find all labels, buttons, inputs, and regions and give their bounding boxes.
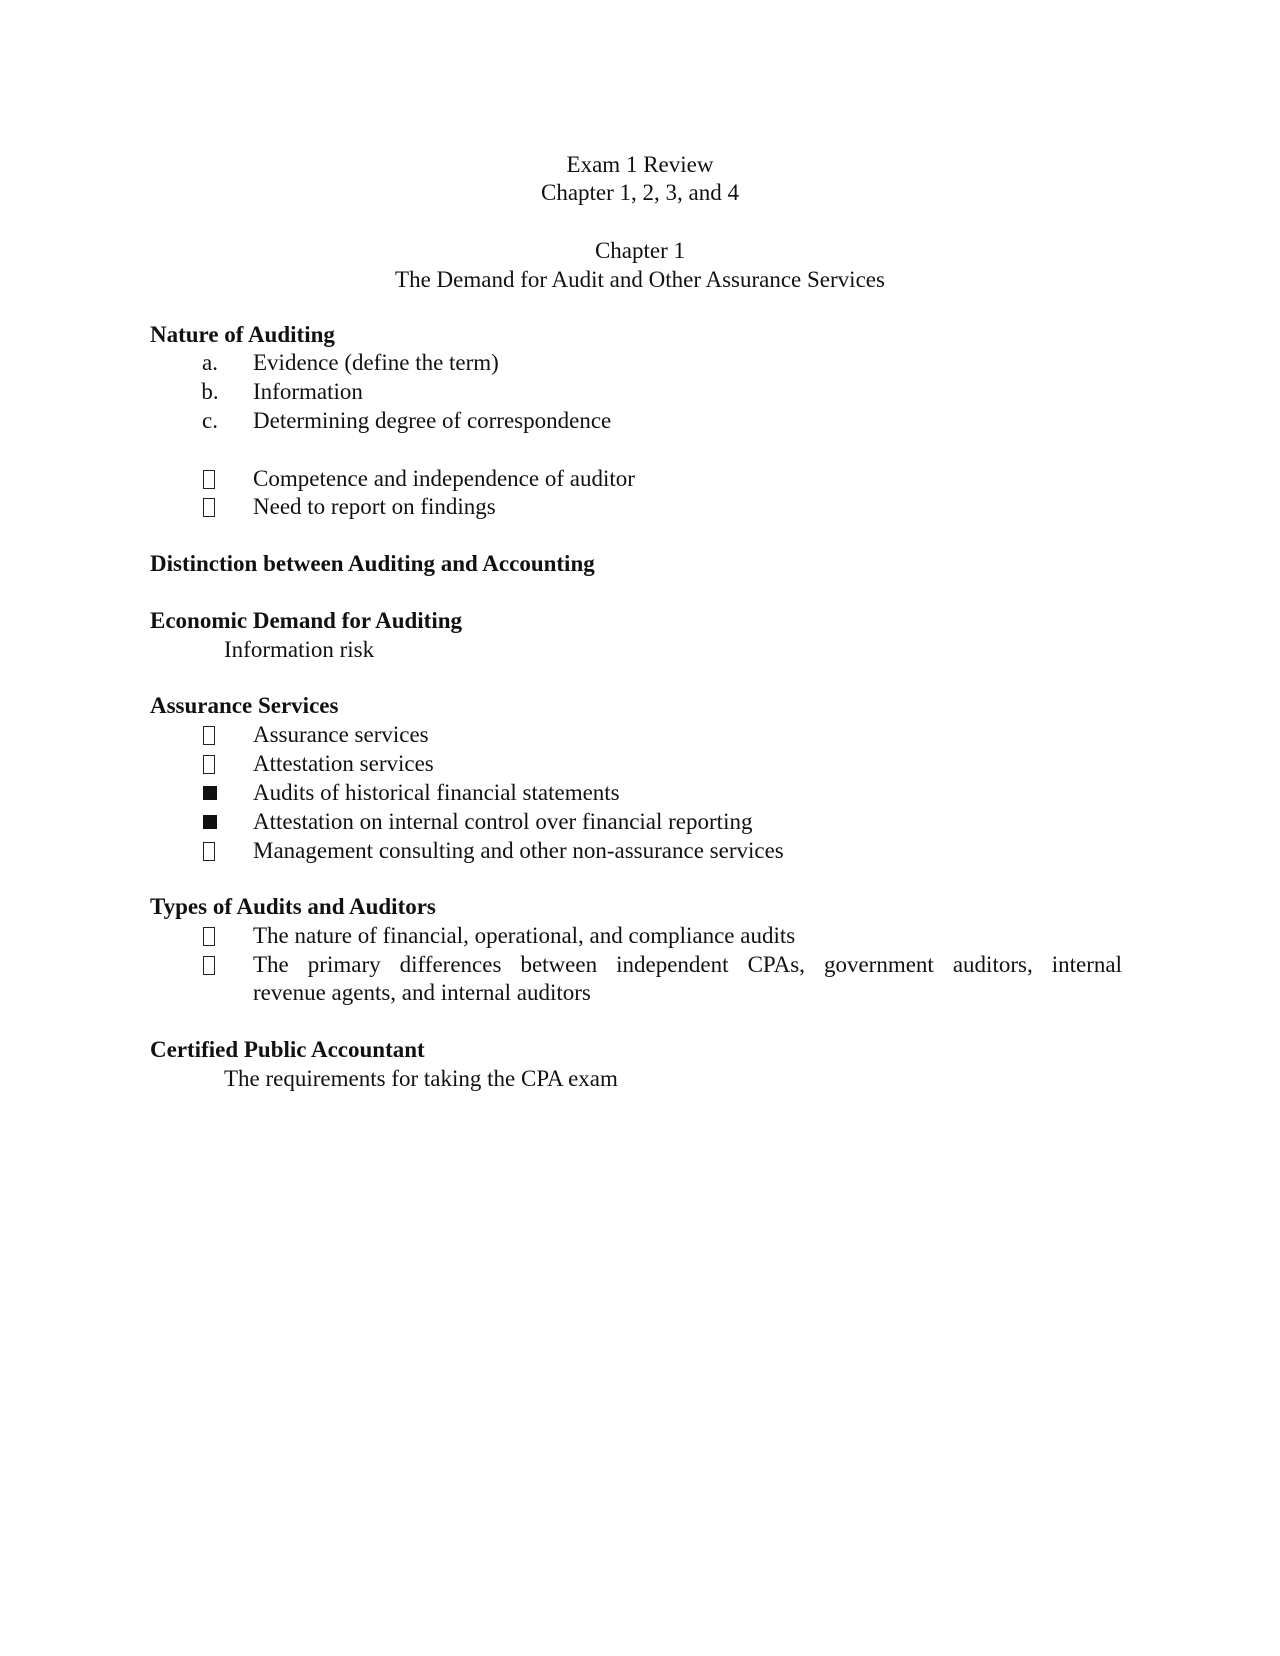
list-item-audit-nature: The nature of financial, operational, and compliance audits xyxy=(253,923,796,948)
cpa-text: The requirements for taking the CPA exam xyxy=(224,1066,618,1091)
list-item-evidence: Evidence (define the term) xyxy=(253,350,499,375)
bullet-box-icon xyxy=(203,842,215,861)
list-marker-b: b. xyxy=(201,379,219,404)
list-item-information: Information xyxy=(253,379,363,404)
heading-distinction: Distinction between Auditing and Accounting xyxy=(150,551,595,576)
bullet-box-icon xyxy=(203,726,215,745)
list-item-report-findings: Need to report on findings xyxy=(253,494,496,519)
heading-cpa: Certified Public Accountant xyxy=(150,1037,425,1062)
bullet-box-icon xyxy=(203,470,215,489)
list-item-correspondence: Determining degree of correspondence xyxy=(253,408,612,433)
bullet-box-icon xyxy=(203,956,215,975)
bullet-square-icon xyxy=(203,786,217,800)
list-marker-c: c. xyxy=(202,408,218,433)
bullet-box-icon xyxy=(203,927,215,946)
bullet-box-icon xyxy=(203,755,215,774)
heading-economic-demand: Economic Demand for Auditing xyxy=(150,608,463,633)
list-item-attestation-services: Attestation services xyxy=(253,751,434,776)
list-item-consulting: Management consulting and other non-assurance services xyxy=(253,838,784,863)
bullet-square-icon xyxy=(203,815,217,829)
heading-assurance-services: Assurance Services xyxy=(150,693,339,718)
list-item-historical-audits: Audits of historical financial statements xyxy=(253,780,620,805)
list-marker-a: a. xyxy=(202,350,218,375)
economic-demand-text: Information risk xyxy=(224,637,375,662)
bullet-box-icon xyxy=(203,498,215,517)
heading-types-of-audits: Types of Audits and Auditors xyxy=(150,894,436,919)
list-item-assurance-services: Assurance services xyxy=(253,722,429,747)
list-item-auditor-differences: The primary differences between independent CPAs, government auditors, internal xyxy=(253,952,1122,977)
list-item-internal-control: Attestation on internal control over financial reporting xyxy=(253,809,753,834)
chapter-label: Chapter 1 xyxy=(594,238,686,263)
heading-nature-of-auditing: Nature of Auditing xyxy=(150,322,335,347)
chapter-title: The Demand for Audit and Other Assurance Services xyxy=(395,267,885,292)
document-subtitle: Chapter 1, 2, 3, and 4 xyxy=(540,180,739,205)
list-item-competence: Competence and independence of auditor xyxy=(253,466,635,491)
list-item-auditor-differences-continued: revenue agents, and internal auditors xyxy=(253,980,591,1005)
document-title: Exam 1 Review xyxy=(566,152,714,177)
